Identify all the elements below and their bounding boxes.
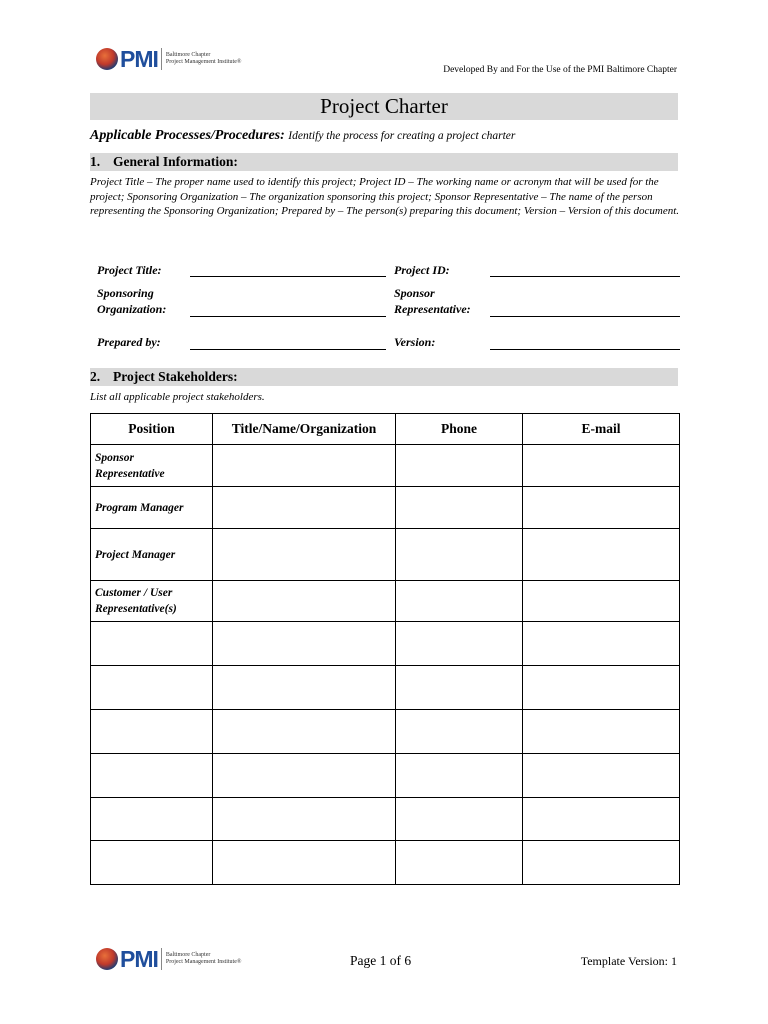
- prepared-by-label: Prepared by:: [97, 335, 161, 349]
- phone-cell[interactable]: [396, 710, 523, 754]
- column-header-email: E-mail: [523, 414, 680, 445]
- table-row: [91, 798, 680, 841]
- sponsor-representative-field[interactable]: [490, 316, 680, 317]
- phone-cell[interactable]: [396, 529, 523, 581]
- title-name-cell[interactable]: [213, 445, 396, 487]
- logo-subtitle: [166, 52, 242, 66]
- email-cell[interactable]: [523, 445, 680, 487]
- title-name-cell[interactable]: [213, 841, 396, 885]
- position-cell[interactable]: [91, 798, 213, 841]
- phone-cell[interactable]: [396, 445, 523, 487]
- logo-divider: [161, 948, 162, 970]
- section-project-stakeholders: [90, 368, 678, 386]
- section-general-information: [90, 153, 678, 171]
- email-cell[interactable]: [523, 487, 680, 529]
- position-line: Customer / User: [95, 587, 173, 599]
- logo-line2: Project Management Institute®: [165, 59, 242, 65]
- column-header-phone: Phone: [396, 414, 523, 445]
- position-cell: [91, 487, 213, 529]
- table-row: [91, 666, 680, 710]
- phone-cell[interactable]: [396, 754, 523, 798]
- logo-line1: Baltimore Chapter: [165, 952, 211, 958]
- logo-divider: [161, 48, 162, 70]
- table-row: [91, 487, 680, 529]
- title-name-cell[interactable]: [213, 529, 396, 581]
- position-line: Representative: [95, 467, 165, 480]
- position-line: Program Manager: [95, 501, 184, 514]
- footer-pmi-logo: [96, 948, 241, 970]
- position-line: Representative(s): [95, 603, 177, 615]
- project-title-field[interactable]: [190, 276, 386, 277]
- column-header-position: Position: [91, 414, 213, 445]
- section1-description: Project Title – The proper name used to identify this project; Project ID – The working name or acronym that will be used for the project; Sponsoring Organization – The organization sponsoring this project; Sponsor Representative – The name of the person representing the Sponsoring Organization; Prepared by – The person(s) preparing this document; Version – Version of this document.: [90, 176, 680, 218]
- processes-line: [90, 128, 515, 144]
- phone-cell[interactable]: [396, 622, 523, 666]
- position-cell[interactable]: [91, 666, 213, 710]
- template-version: Template Version: 1: [580, 954, 677, 968]
- email-cell[interactable]: [523, 529, 680, 581]
- table-row: [91, 622, 680, 666]
- logo-mark: PMI: [120, 946, 158, 972]
- section2-description: List all applicable project stakeholders.: [90, 391, 265, 403]
- section1-title: General Information:: [113, 154, 238, 169]
- position-line: Project Manager: [95, 548, 176, 561]
- position-cell: [91, 529, 213, 581]
- title-name-cell[interactable]: [213, 581, 396, 622]
- table-header-row: [91, 414, 680, 445]
- prepared-by-field[interactable]: [190, 349, 386, 350]
- developed-by: Developed By and For the Use of the PMI Baltimore Chapter: [443, 65, 677, 75]
- logo-line1: Baltimore Chapter: [165, 52, 211, 58]
- project-id-field[interactable]: [490, 276, 680, 277]
- email-cell[interactable]: [523, 666, 680, 710]
- page-title: Project Charter: [90, 93, 678, 120]
- section2-number: 2.: [90, 369, 101, 384]
- logo-line2: Project Management Institute®: [165, 959, 242, 965]
- section2-title: Project Stakeholders:: [113, 369, 238, 384]
- position-cell[interactable]: [91, 710, 213, 754]
- sponsor-rep-label-line2: Representative:: [394, 302, 471, 316]
- title-name-cell[interactable]: [213, 622, 396, 666]
- title-name-cell[interactable]: [213, 710, 396, 754]
- column-header-title-name-organization: Title/Name/Organization: [213, 414, 396, 445]
- title-name-cell[interactable]: [213, 487, 396, 529]
- logo-subtitle: [166, 952, 242, 966]
- sponsoring-label-line1: Sponsoring: [97, 286, 154, 300]
- project-id-label: Project ID:: [394, 263, 450, 277]
- phone-cell[interactable]: [396, 841, 523, 885]
- phone-cell[interactable]: [396, 666, 523, 710]
- position-cell[interactable]: [91, 754, 213, 798]
- title-name-cell[interactable]: [213, 666, 396, 710]
- phone-cell[interactable]: [396, 798, 523, 841]
- position-cell[interactable]: [91, 622, 213, 666]
- sponsor-rep-label-line1: Sponsor: [394, 286, 435, 300]
- table-row: [91, 445, 680, 487]
- email-cell[interactable]: [523, 798, 680, 841]
- stakeholders-table: [90, 413, 680, 885]
- logo-mark: PMI: [120, 46, 158, 72]
- email-cell[interactable]: [523, 622, 680, 666]
- version-label: Version:: [394, 335, 436, 349]
- sponsor-representative-label: [394, 285, 471, 317]
- processes-label: Applicable Processes/Procedures:: [90, 128, 285, 143]
- table-row: [91, 529, 680, 581]
- table-row: [91, 841, 680, 885]
- sponsoring-label-line2: Organization:: [97, 302, 167, 316]
- email-cell[interactable]: [523, 754, 680, 798]
- globe-icon: [96, 948, 118, 970]
- title-name-cell[interactable]: [213, 798, 396, 841]
- sponsoring-organization-field[interactable]: [190, 316, 386, 317]
- email-cell[interactable]: [523, 581, 680, 622]
- position-cell: [91, 581, 213, 622]
- page-number: Page 1 of 6: [350, 953, 412, 968]
- table-row: [91, 710, 680, 754]
- phone-cell[interactable]: [396, 581, 523, 622]
- project-title-label: Project Title:: [97, 263, 162, 277]
- table-row: [91, 581, 680, 622]
- sponsoring-organization-label: [97, 285, 166, 317]
- pmi-logo: [96, 48, 241, 70]
- position-cell: [91, 445, 213, 487]
- processes-value: Identify the process for creating a project charter: [288, 130, 516, 142]
- title-name-cell[interactable]: [213, 754, 396, 798]
- position-cell[interactable]: [91, 841, 213, 885]
- version-field[interactable]: [490, 349, 680, 350]
- table-row: [91, 754, 680, 798]
- section1-number: 1.: [90, 154, 101, 169]
- position-line: Sponsor: [95, 451, 134, 464]
- globe-icon: [96, 48, 118, 70]
- phone-cell[interactable]: [396, 487, 523, 529]
- email-cell[interactable]: [523, 710, 680, 754]
- email-cell[interactable]: [523, 841, 680, 885]
